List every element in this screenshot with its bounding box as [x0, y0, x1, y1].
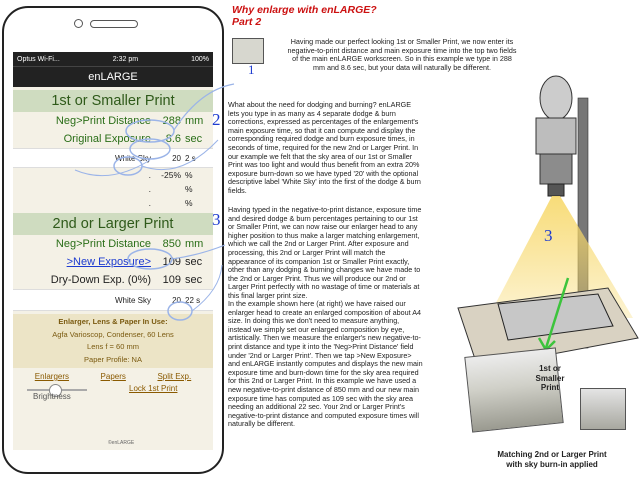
first-print-header: 1st or Smaller Print [13, 90, 213, 112]
second-neg-row[interactable] [13, 235, 213, 253]
dodge-row-3-dot: . [148, 184, 151, 194]
article-title-line-1: Why enlarge with enLARGE? [232, 4, 377, 16]
battery-text: 100% [191, 55, 209, 63]
equipment-info[interactable] [13, 314, 213, 368]
step-number-3-illustration: 3 [544, 226, 553, 245]
first-sky-label[interactable]: White Sky [114, 153, 151, 163]
copyright-text: ©enLARGE [108, 440, 135, 446]
info-line-3: Lens f = 60 mm [87, 342, 139, 351]
dodge-row-4-dot: . [148, 198, 151, 208]
new-exposure-button[interactable]: >New Exposure> [66, 256, 151, 268]
first-neg-value[interactable]: 288 [162, 115, 181, 127]
article-title [232, 4, 377, 28]
brightness-slider[interactable] [27, 389, 87, 391]
enlarger-housing [536, 118, 576, 154]
paragraph-4: In the example shown here (at right) we have raised our enlarger head to create an enlarged composition of about A4 size. In doing this we don't need to measure anything, instead we simply set our enlarged composition by eye, artistically. Then we measure the enlarger's new negative-to-print distance and type it into the 'Neg>Print Distance' field under '2nd or Larger Print'. Then we tap >New Exposure> and enLARGE instantly computes and displays the new main exposure time and burn-down time for the sky area required for this 2nd or Larger Print. In this example we have used a new negative-to-print distance of 850 mm and our new main exposure time has computed as 109 sec with the sky area needing an additional 22 sec. Your 2nd or Larger Print's negative-to-print distance and computed exposure times will naturally be different. [228, 299, 423, 429]
dodge-row-3-unit: % [185, 184, 193, 194]
second-neg-unit: mm [185, 238, 204, 250]
second-neg-value[interactable]: 850 [162, 238, 181, 250]
large-print-caption: Matching 2nd or Larger Print with sky burn-in applied [497, 450, 607, 469]
second-print-header: 2nd or Larger Print [13, 213, 213, 235]
tab-split-exp[interactable]: Split Exp. [157, 372, 192, 381]
paragraph-1: Having made our perfect looking 1st or Smaller Print, we now enter its negative-to-print distance and main exposure time into the top two fields of the main enLARGE workscreen. So in this example we type in 288 mm and 8.6 sec, but your data will naturally be different. [287, 37, 517, 72]
dodge-row-2-dot: . [148, 170, 151, 180]
brightness-label: Brightness [33, 392, 71, 401]
step-number-1: 1 [248, 62, 255, 77]
article-title-line-2: Part 2 [232, 16, 262, 28]
paragraph-2: What about the need for dodging and burning? enLARGE lets you type in as many as 4 separate dodge & burn corrections, expressed as percentages of the enlargement's main exposure time, so that it can compute and display the corresponding required dodge and burn exposure times, in seconds of time, required for the new 2nd or Larger Print. In our example we felt that the sky area of our 1st or Smaller Print was too light and would thus benefit from an extra 20% exposure burn-down so we have typed '20' with the optional descriptive label 'White Sky' into the first of the dodge & burn fields. [228, 100, 421, 195]
dodge-row-2-pct[interactable]: -25% [161, 170, 181, 180]
speaker-icon [90, 20, 138, 28]
step-number-2: 2 [212, 110, 221, 129]
second-exp-row[interactable] [13, 253, 213, 271]
bottom-tabs [13, 368, 213, 381]
info-line-4: Paper Profile: NA [84, 354, 142, 364]
status-bar [13, 52, 213, 66]
first-sky-row[interactable] [13, 148, 213, 168]
first-neg-label: Neg>Print Distance [55, 115, 151, 127]
small-print-photo [580, 388, 626, 430]
dodge-row-4-unit: % [185, 198, 193, 208]
first-sky-sec: 2 s [185, 153, 196, 163]
tab-papers[interactable]: Papers [100, 372, 126, 381]
drydown-unit: sec [185, 274, 203, 286]
small-print-thumbnail [232, 38, 264, 64]
app-screen [13, 52, 213, 450]
second-exp-unit: sec [185, 256, 203, 268]
first-neg-row[interactable] [13, 112, 213, 130]
second-neg-label: Neg>Print Distance [55, 238, 151, 250]
drydown-value: 109 [162, 274, 181, 286]
carrier-text: Optus Wi-Fi... [17, 55, 60, 63]
first-exp-value[interactable]: 8.6 [165, 133, 181, 145]
info-line-2: Agfa Varioscop, Condenser, 60 Lens [52, 329, 174, 339]
lock-first-print-button[interactable]: Lock 1st Print [129, 384, 178, 393]
second-sky-pct: 20 [172, 295, 181, 305]
second-exp-value: 109 [162, 256, 181, 268]
first-exp-label: Original Exposure [63, 133, 151, 145]
first-exp-row[interactable] [13, 130, 213, 148]
first-exp-unit: sec [185, 133, 203, 145]
phone-frame [2, 6, 224, 474]
second-sky-row [13, 289, 213, 311]
dodge-row-4[interactable] [13, 196, 213, 210]
first-sky-pct[interactable]: 20 [172, 153, 181, 163]
tab-enlargers[interactable]: Enlargers [34, 372, 70, 381]
camera-icon [74, 19, 83, 28]
enlarger-bellows [540, 154, 572, 184]
drydown-label[interactable]: Dry-Down Exp. (0%) [50, 274, 151, 286]
dodge-row-2[interactable] [13, 168, 213, 182]
app-title: enLARGE [13, 66, 213, 87]
step-number-3: 3 [212, 210, 221, 229]
info-line-1: Enlarger, Lens & Paper In Use: [58, 317, 168, 326]
second-sky-sec: 22 s [185, 295, 201, 305]
lamp-head [540, 76, 572, 120]
first-neg-unit: mm [185, 115, 204, 127]
enlarger-lens [548, 184, 564, 196]
enlarger-illustration [428, 68, 640, 398]
drydown-row[interactable] [13, 271, 213, 289]
dodge-row-2-unit: % [185, 170, 193, 180]
dodge-row-3[interactable] [13, 182, 213, 196]
time-text: 2:32 pm [112, 55, 139, 63]
paragraph-3: Having typed in the negative-to-print distance, exposure time and desired dodge & burn percentages pertaining to our 1st or Smaller Print, we can now raise our enlarger head to any higher position to thus make a larger matching enlargement, which we call the 2nd or Larger Print. After exposure and processing, this 2nd or Larger Print will match the appearance of its companion 1st or Smaller Print exactly, other than any dodging & burning changes we have made to the 2nd or Larger Print. Thus we will produce our 2nd or Larger Print perfectly with no wastage of time or materials at this final larger print size. [228, 205, 422, 300]
second-sky-label: White Sky [114, 295, 151, 305]
small-print-caption: 1st or Smaller Print [535, 364, 565, 392]
